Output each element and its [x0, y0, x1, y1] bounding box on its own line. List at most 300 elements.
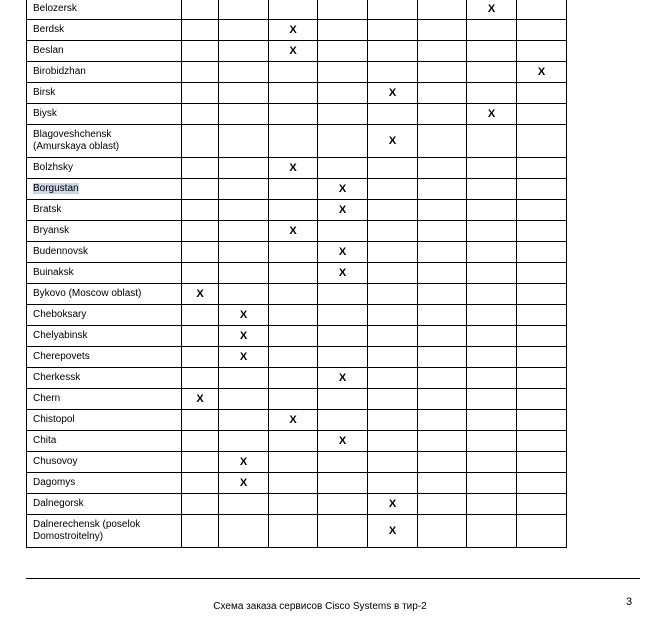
mark-cell — [269, 473, 318, 494]
mark-cell — [182, 452, 219, 473]
mark-cell — [517, 263, 567, 284]
mark-cell — [318, 200, 368, 221]
mark-cell — [517, 104, 567, 125]
mark-cell — [418, 20, 467, 41]
city-name: Chita — [33, 435, 57, 446]
mark-cell — [517, 515, 567, 548]
city-name: Biysk — [33, 108, 57, 119]
mark-cell — [269, 452, 318, 473]
mark-cell — [467, 494, 517, 515]
x-mark: X — [289, 225, 297, 237]
mark-cell — [368, 20, 418, 41]
mark-cell — [182, 284, 219, 305]
mark-cell — [368, 221, 418, 242]
mark-cell — [182, 305, 219, 326]
mark-cell — [418, 452, 467, 473]
x-mark: X — [239, 330, 248, 342]
mark-cell — [318, 473, 368, 494]
mark-cell — [269, 83, 318, 104]
mark-cell — [418, 515, 467, 548]
city-cell — [27, 431, 182, 452]
city-name: Chusovoy — [33, 456, 78, 467]
table-row — [27, 242, 567, 263]
city-name: Dalnerechensk (poselok — [33, 519, 141, 530]
x-mark: X — [239, 351, 248, 363]
mark-cell — [418, 473, 467, 494]
mark-cell — [219, 494, 269, 515]
city-name: Domostroitelny) — [33, 531, 104, 542]
mark-cell — [318, 305, 368, 326]
mark-cell — [269, 179, 318, 200]
city-name: Beslan — [33, 45, 64, 56]
city-cell — [27, 125, 182, 158]
mark-cell — [219, 158, 269, 179]
mark-cell — [269, 515, 318, 548]
mark-cell — [368, 83, 418, 104]
mark-cell — [219, 452, 269, 473]
mark-cell — [418, 389, 467, 410]
mark-cell — [318, 83, 368, 104]
mark-cell — [269, 347, 318, 368]
table-row — [27, 0, 567, 20]
mark-cell — [418, 410, 467, 431]
mark-cell — [318, 452, 368, 473]
mark-cell — [219, 347, 269, 368]
mark-cell — [182, 158, 219, 179]
x-mark: X — [289, 24, 297, 36]
city-cell — [27, 242, 182, 263]
mark-cell — [318, 221, 368, 242]
mark-cell — [368, 389, 418, 410]
mark-cell — [318, 494, 368, 515]
footer-divider — [26, 578, 640, 579]
table-row — [27, 326, 567, 347]
mark-cell — [368, 515, 418, 548]
city-name: Bratsk — [33, 204, 62, 215]
mark-cell — [219, 515, 269, 548]
x-mark: X — [388, 87, 397, 99]
mark-cell — [318, 62, 368, 83]
mark-cell — [219, 263, 269, 284]
mark-cell — [517, 368, 567, 389]
x-mark: X — [289, 162, 297, 174]
mark-cell — [182, 410, 219, 431]
mark-cell — [269, 20, 318, 41]
table-row — [27, 389, 567, 410]
mark-cell — [517, 62, 567, 83]
city-name: Cheboksary — [33, 309, 87, 320]
city-cell — [27, 200, 182, 221]
mark-cell — [467, 431, 517, 452]
mark-cell — [517, 494, 567, 515]
x-mark: X — [196, 393, 204, 405]
table-row — [27, 158, 567, 179]
mark-cell — [219, 221, 269, 242]
mark-cell — [467, 20, 517, 41]
city-name: Birsk — [33, 87, 56, 98]
mark-cell — [182, 473, 219, 494]
mark-cell — [318, 242, 368, 263]
mark-cell — [219, 326, 269, 347]
table-row — [27, 452, 567, 473]
mark-cell — [269, 410, 318, 431]
mark-cell — [467, 221, 517, 242]
mark-cell — [368, 431, 418, 452]
city-name: Bryansk — [33, 225, 70, 236]
x-mark: X — [388, 135, 397, 147]
mark-cell — [517, 83, 567, 104]
table-row — [27, 179, 567, 200]
mark-cell — [517, 0, 567, 20]
mark-cell — [517, 389, 567, 410]
mark-cell — [219, 41, 269, 62]
table-row — [27, 347, 567, 368]
mark-cell — [318, 410, 368, 431]
city-name: Cherepovets — [33, 351, 90, 362]
mark-cell — [318, 326, 368, 347]
city-cell — [27, 452, 182, 473]
city-name: Cherkessk — [33, 372, 81, 383]
mark-cell — [182, 200, 219, 221]
city-name: Berdsk — [33, 24, 65, 35]
mark-cell — [219, 389, 269, 410]
table-row — [27, 263, 567, 284]
mark-cell — [368, 452, 418, 473]
mark-cell — [467, 125, 517, 158]
mark-cell — [517, 20, 567, 41]
mark-cell — [219, 284, 269, 305]
mark-cell — [269, 0, 318, 20]
mark-cell — [368, 263, 418, 284]
mark-cell — [368, 473, 418, 494]
mark-cell — [219, 179, 269, 200]
x-mark: X — [338, 246, 347, 258]
city-name: Belozersk — [33, 3, 77, 14]
city-cell — [27, 0, 182, 20]
mark-cell — [182, 41, 219, 62]
table-row — [27, 83, 567, 104]
table-row — [27, 515, 567, 548]
city-name: Chelyabinsk — [33, 330, 88, 341]
mark-cell — [368, 62, 418, 83]
table-row — [27, 221, 567, 242]
city-name: Blagoveshchensk — [33, 129, 112, 140]
table-row — [27, 431, 567, 452]
mark-cell — [517, 347, 567, 368]
mark-cell — [368, 41, 418, 62]
city-cell — [27, 410, 182, 431]
city-cell — [27, 284, 182, 305]
x-mark: X — [338, 372, 347, 384]
mark-cell — [318, 179, 368, 200]
mark-cell — [467, 347, 517, 368]
mark-cell — [467, 200, 517, 221]
mark-cell — [368, 0, 418, 20]
x-mark: X — [487, 108, 496, 120]
mark-cell — [418, 179, 467, 200]
city-cell — [27, 347, 182, 368]
city-name: Borgustan — [33, 183, 79, 194]
x-mark: X — [338, 183, 347, 195]
x-mark: X — [487, 3, 496, 15]
mark-cell — [318, 158, 368, 179]
mark-cell — [318, 41, 368, 62]
table-row — [27, 200, 567, 221]
city-cell — [27, 41, 182, 62]
mark-cell — [182, 62, 219, 83]
mark-cell — [418, 305, 467, 326]
mark-cell — [517, 326, 567, 347]
x-mark: X — [338, 435, 347, 447]
x-mark: X — [338, 204, 347, 216]
mark-cell — [182, 125, 219, 158]
mark-cell — [418, 263, 467, 284]
mark-cell — [182, 431, 219, 452]
mark-cell — [182, 221, 219, 242]
mark-cell — [318, 389, 368, 410]
x-mark: X — [239, 309, 248, 321]
mark-cell — [517, 452, 567, 473]
mark-cell — [318, 515, 368, 548]
mark-cell — [318, 284, 368, 305]
mark-cell — [418, 347, 467, 368]
mark-cell — [467, 242, 517, 263]
mark-cell — [467, 452, 517, 473]
mark-cell — [368, 179, 418, 200]
mark-cell — [269, 284, 318, 305]
city-cell — [27, 494, 182, 515]
mark-cell — [368, 494, 418, 515]
table-row — [27, 410, 567, 431]
mark-cell — [517, 242, 567, 263]
mark-cell — [269, 368, 318, 389]
mark-cell — [219, 410, 269, 431]
mark-cell — [368, 104, 418, 125]
city-cell — [27, 515, 182, 548]
mark-cell — [517, 158, 567, 179]
mark-cell — [467, 326, 517, 347]
mark-cell — [368, 410, 418, 431]
mark-cell — [269, 41, 318, 62]
mark-cell — [368, 305, 418, 326]
mark-cell — [467, 389, 517, 410]
city-coverage-table — [26, 0, 567, 548]
mark-cell — [269, 494, 318, 515]
x-mark: X — [239, 477, 248, 489]
mark-cell — [318, 0, 368, 20]
city-cell — [27, 221, 182, 242]
mark-cell — [418, 125, 467, 158]
mark-cell — [269, 221, 318, 242]
mark-cell — [269, 326, 318, 347]
mark-cell — [269, 62, 318, 83]
mark-cell — [517, 473, 567, 494]
mark-cell — [418, 368, 467, 389]
mark-cell — [418, 41, 467, 62]
city-cell — [27, 305, 182, 326]
mark-cell — [269, 305, 318, 326]
mark-cell — [219, 368, 269, 389]
footer-caption: Схема заказа сервисов Cisco Systems в тир-2 — [213, 601, 427, 612]
mark-cell — [418, 284, 467, 305]
city-cell — [27, 62, 182, 83]
mark-cell — [418, 326, 467, 347]
mark-cell — [219, 125, 269, 158]
mark-cell — [269, 431, 318, 452]
mark-cell — [219, 242, 269, 263]
mark-cell — [219, 0, 269, 20]
mark-cell — [368, 284, 418, 305]
mark-cell — [467, 305, 517, 326]
mark-cell — [219, 83, 269, 104]
table-row — [27, 284, 567, 305]
mark-cell — [182, 389, 219, 410]
mark-cell — [182, 179, 219, 200]
mark-cell — [182, 83, 219, 104]
city-cell — [27, 20, 182, 41]
mark-cell — [467, 263, 517, 284]
mark-cell — [418, 242, 467, 263]
x-mark: X — [338, 267, 347, 279]
table-row — [27, 368, 567, 389]
mark-cell — [418, 62, 467, 83]
mark-cell — [219, 104, 269, 125]
mark-cell — [517, 125, 567, 158]
city-cell — [27, 473, 182, 494]
mark-cell — [418, 200, 467, 221]
mark-cell — [368, 242, 418, 263]
mark-cell — [318, 20, 368, 41]
mark-cell — [517, 221, 567, 242]
city-cell — [27, 368, 182, 389]
mark-cell — [182, 263, 219, 284]
mark-cell — [517, 179, 567, 200]
mark-cell — [467, 179, 517, 200]
mark-cell — [467, 83, 517, 104]
table-row — [27, 62, 567, 83]
table-row — [27, 41, 567, 62]
mark-cell — [467, 41, 517, 62]
mark-cell — [219, 305, 269, 326]
x-mark: X — [388, 498, 397, 510]
page-number: 3 — [626, 596, 633, 608]
mark-cell — [368, 326, 418, 347]
mark-cell — [467, 515, 517, 548]
mark-cell — [368, 125, 418, 158]
mark-cell — [467, 158, 517, 179]
mark-cell — [318, 263, 368, 284]
city-name: Budennovsk — [33, 246, 89, 257]
city-name: Bolzhsky — [33, 162, 74, 173]
mark-cell — [467, 473, 517, 494]
mark-cell — [368, 158, 418, 179]
mark-cell — [269, 389, 318, 410]
city-cell — [27, 326, 182, 347]
mark-cell — [182, 326, 219, 347]
mark-cell — [269, 200, 318, 221]
x-mark: X — [537, 66, 546, 78]
mark-cell — [182, 20, 219, 41]
mark-cell — [269, 158, 318, 179]
table-row — [27, 473, 567, 494]
mark-cell — [418, 221, 467, 242]
mark-cell — [182, 347, 219, 368]
city-name: Dagomys — [33, 477, 76, 488]
mark-cell — [467, 368, 517, 389]
mark-cell — [318, 104, 368, 125]
city-name: (Amurskaya oblast) — [33, 141, 120, 152]
mark-cell — [182, 368, 219, 389]
mark-cell — [517, 410, 567, 431]
mark-cell — [219, 62, 269, 83]
mark-cell — [269, 263, 318, 284]
mark-cell — [318, 431, 368, 452]
mark-cell — [182, 494, 219, 515]
mark-cell — [182, 0, 219, 20]
city-name: Chistopol — [33, 414, 75, 425]
mark-cell — [318, 368, 368, 389]
mark-cell — [418, 494, 467, 515]
mark-cell — [418, 83, 467, 104]
mark-cell — [467, 0, 517, 20]
x-mark: X — [196, 288, 204, 300]
table-row — [27, 104, 567, 125]
table-row — [27, 20, 567, 41]
mark-cell — [182, 515, 219, 548]
x-mark: X — [388, 525, 397, 537]
mark-cell — [368, 368, 418, 389]
mark-cell — [182, 242, 219, 263]
x-mark: X — [239, 456, 248, 468]
x-mark: X — [289, 45, 297, 57]
mark-cell — [318, 125, 368, 158]
mark-cell — [467, 284, 517, 305]
mark-cell — [368, 347, 418, 368]
mark-cell — [418, 104, 467, 125]
mark-cell — [318, 347, 368, 368]
city-name: Birobidzhan — [33, 66, 86, 77]
mark-cell — [517, 431, 567, 452]
table-body — [27, 0, 567, 548]
mark-cell — [219, 431, 269, 452]
mark-cell — [467, 104, 517, 125]
table-row — [27, 305, 567, 326]
x-mark: X — [289, 414, 297, 426]
mark-cell — [517, 305, 567, 326]
mark-cell — [182, 104, 219, 125]
city-cell — [27, 158, 182, 179]
city-cell — [27, 389, 182, 410]
city-name: Dalnegorsk — [33, 498, 84, 509]
table-row — [27, 125, 567, 158]
mark-cell — [219, 200, 269, 221]
mark-cell — [517, 41, 567, 62]
mark-cell — [418, 158, 467, 179]
mark-cell — [368, 200, 418, 221]
mark-cell — [269, 242, 318, 263]
city-cell — [27, 104, 182, 125]
mark-cell — [517, 200, 567, 221]
mark-cell — [219, 473, 269, 494]
mark-cell — [269, 104, 318, 125]
city-cell — [27, 179, 182, 200]
mark-cell — [467, 410, 517, 431]
mark-cell — [418, 0, 467, 20]
city-name: Buinaksk — [33, 267, 74, 278]
city-name: Bykovo (Moscow oblast) — [33, 288, 142, 299]
city-cell — [27, 263, 182, 284]
mark-cell — [219, 20, 269, 41]
